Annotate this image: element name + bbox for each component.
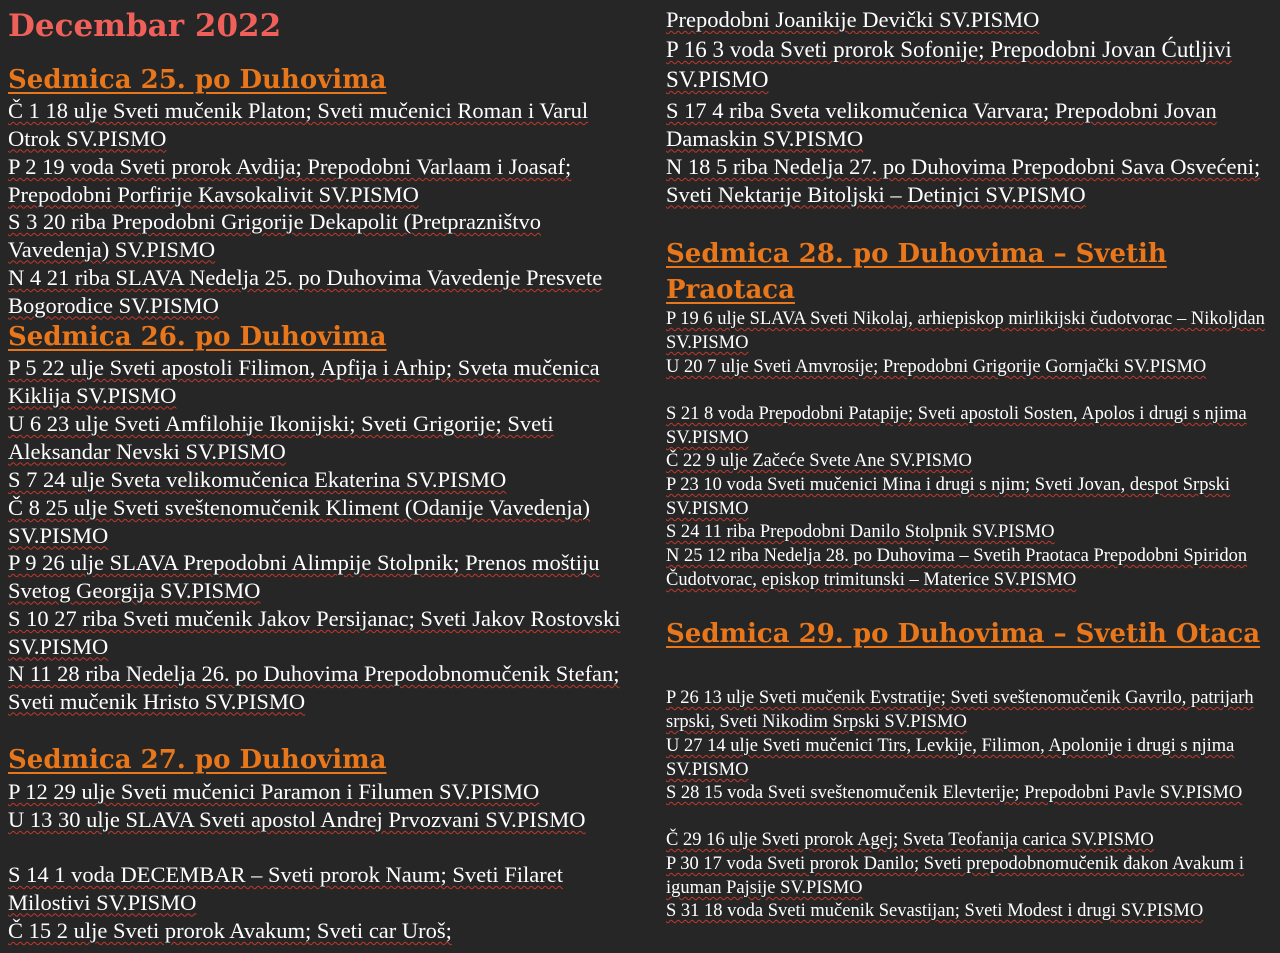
week-heading-29: Sedmica 29. po Duhovima – Svetih Otaca xyxy=(666,619,1261,649)
day-entry: S 17 4 riba Sveta velikomučenica Varvara; Prepodobni Jovan Damaskin SV.PISMO xyxy=(666,98,1217,151)
day-entry: S 3 20 riba Prepodobni Grigorije Dekapolit (Pretprazništvo Vavedenja) SV.PISMO xyxy=(8,209,542,262)
day-entry: P 2 19 voda Sveti prorok Avdija; Prepodobni Varlaam i Joasaf; Prepodobni Porfirije Kavsokalivit SV.PISMO xyxy=(8,154,572,207)
day-entry-continued: Č 15 2 ulje Sveti prorok Avakum; Sveti car Uroš; xyxy=(8,918,452,943)
day-entry: S 28 15 voda Sveti sveštenomučenik Elevterije; Prepodobni Pavle SV.PISMO xyxy=(666,783,1243,803)
day-entry: P 19 6 ulje SLAVA Sveti Nikolaj, arhiepiskop mirlikijski čudotvorac – Nikoljdan SV.PISMO xyxy=(666,309,1265,353)
day-entry: P 30 17 voda Sveti prorok Danilo; Sveti prepodobnomučenik đakon Avakum i iguman Pajsije SV.PISMO xyxy=(666,854,1245,898)
day-entry: P 26 13 ulje Sveti mučenik Evstratije; Sveti sveštenomučenik Gavrilo, patrijarh srpski, Sveti Nikodim Srpski SV.PISMO xyxy=(666,688,1254,732)
day-entry: Č 22 9 ulje Začeće Svete Ane SV.PISMO xyxy=(666,451,972,471)
day-entry: S 21 8 voda Prepodobni Patapije; Sveti apostoli Sosten, Apolos i drugi s njima SV.PISMO xyxy=(666,404,1247,448)
day-entry: N 25 12 riba Nedelja 28. po Duhovima – Svetih Praotaca Prepodobni Spiridon Čudotvorac, episkop trimitunski – Materice SV.PISMO xyxy=(666,546,1248,590)
day-entry: S 31 18 voda Sveti mučenik Sevastijan; Sveti Modest i drugi SV.PISMO xyxy=(666,901,1204,921)
week-heading-28: Sedmica 28. po Duhovima – Svetih Praotaca xyxy=(666,239,1167,305)
day-entry: P 23 10 voda Sveti mučenici Mina i drugi s njim; Sveti Jovan, despot Srpski SV.PISMO xyxy=(666,475,1231,519)
day-entry: Č 1 18 ulje Sveti mučenik Platon; Sveti mučenici Roman i Varul Otrok SV.PISMO xyxy=(8,98,589,151)
day-entry-continuation xyxy=(666,6,1276,34)
page-title: Decembar 2022 xyxy=(8,8,282,44)
day-entry: P 9 26 ulje SLAVA Prepodobni Alimpije Stolpnik; Prenos moštiju Svetog Georgija SV.PISMO xyxy=(8,550,600,603)
day-entry: P 16 3 voda Sveti prorok Sofonije; Prepodobni Jovan Ćutljivi SV.PISMO xyxy=(666,37,1232,92)
day-entry: S 10 27 riba Sveti mučenik Jakov Persijanac; Sveti Jakov Rostovski SV.PISMO xyxy=(8,606,621,659)
day-entry: S 7 24 ulje Sveta velikomučenica Ekaterina SV.PISMO xyxy=(8,467,507,492)
day-entry: U 13 30 ulje SLAVA Sveti apostol Andrej Prvozvani SV.PISMO xyxy=(8,807,586,832)
day-entry: U 27 14 ulje Sveti mučenici Tirs, Levkije, Filimon, Apolonije i drugi s njima SV.PISMO xyxy=(666,736,1235,780)
week-heading-27: Sedmica 27. po Duhovima xyxy=(8,745,387,775)
day-entry: S 14 1 voda DECEMBAR – Sveti prorok Naum; Sveti Filaret Milostivi SV.PISMO xyxy=(8,862,563,915)
day-entry: N 18 5 riba Nedelja 27. po Duhovima Prepodobni Sava Osvećeni; Sveti Nektarije Bitoljski – Detinjci SV.PISMO xyxy=(666,154,1261,207)
continuation-text: Prepodobni Joanikije Devički SV.PISMO xyxy=(666,7,1040,32)
day-entry: U 20 7 ulje Sveti Amvrosije; Prepodobni Grigorije Gornjački SV.PISMO xyxy=(666,357,1207,377)
day-entry: Č 8 25 ulje Sveti sveštenomučenik Kliment (Odanije Vavedenja) SV.PISMO xyxy=(8,495,590,548)
day-entry: P 5 22 ulje Sveti apostoli Filimon, Apfija i Arhip; Sveta mučenica Kiklija SV.PISMO xyxy=(8,355,600,408)
day-entry: S 24 11 riba Prepodobni Danilo Stolpnik SV.PISMO xyxy=(666,522,1055,542)
day-entry: U 6 23 ulje Sveti Amfilohije Ikonijski; Sveti Grigorije; Sveti Aleksandar Nevski SV.PISMO xyxy=(8,411,554,464)
week-heading-25: Sedmica 25. po Duhovima xyxy=(8,65,387,95)
day-entry: P 12 29 ulje Sveti mučenici Paramon i Filumen SV.PISMO xyxy=(8,779,540,804)
day-entry: N 11 28 riba Nedelja 26. po Duhovima Prepodobnomučenik Stefan; Sveti mučenik Hristo SV.PISMO xyxy=(8,661,620,714)
day-entry: Č 29 16 ulje Sveti prorok Agej; Sveta Teofanija carica SV.PISMO xyxy=(666,830,1154,850)
day-entry: N 4 21 riba SLAVA Nedelja 25. po Duhovima Vavedenje Presvete Bogorodice SV.PISMO xyxy=(8,265,603,318)
week-heading-26: Sedmica 26. po Duhovima xyxy=(8,322,387,352)
